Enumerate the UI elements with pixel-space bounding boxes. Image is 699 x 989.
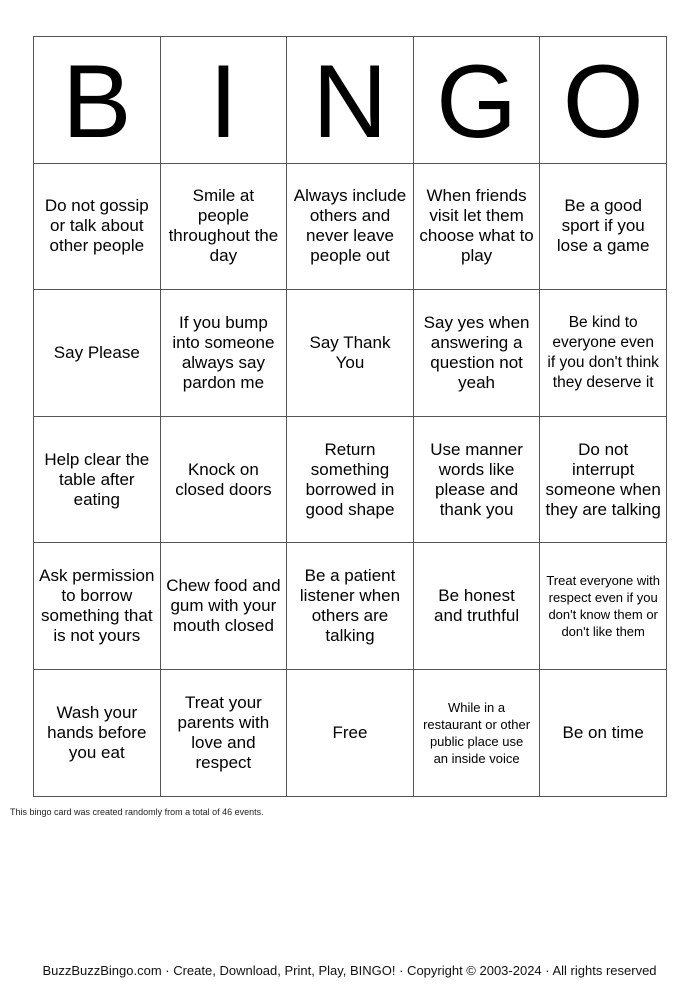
bingo-cell: Be a good sport if you lose a game	[540, 163, 667, 290]
bingo-cell: Wash your hands before you eat	[34, 669, 161, 796]
header-letter-o: O	[540, 37, 667, 164]
card-row	[34, 416, 667, 543]
bingo-cell: Smile at people throughout the day	[160, 163, 287, 290]
card-row	[34, 290, 667, 417]
bingo-cell: While in a restaurant or other public place use an inside voice	[413, 669, 540, 796]
header-letter-n: N	[287, 37, 414, 164]
card-row	[34, 669, 667, 796]
bingo-cell: Always include others and never leave people out	[287, 163, 414, 290]
bingo-cell: Chew food and gum with your mouth closed	[160, 543, 287, 670]
bingo-cell: Say Please	[34, 290, 161, 417]
bingo-cell: Be a patient listener when others are talking	[287, 543, 414, 670]
bingo-cell: Help clear the table after eating	[34, 416, 161, 543]
bingo-cell: If you bump into someone always say pardon me	[160, 290, 287, 417]
bingo-cell: Be on time	[540, 669, 667, 796]
bingo-cell: Do not interrupt someone when they are talking	[540, 416, 667, 543]
bingo-cell: Treat your parents with love and respect	[160, 669, 287, 796]
header-letter-i: I	[160, 37, 287, 164]
card-row	[34, 163, 667, 290]
bingo-cell: Ask permission to borrow something that is not yours	[34, 543, 161, 670]
header-row	[34, 37, 667, 164]
bingo-cell: Return something borrowed in good shape	[287, 416, 414, 543]
bingo-card	[33, 36, 667, 797]
bingo-cell: Do not gossip or talk about other people	[34, 163, 161, 290]
header-letter-g: G	[413, 37, 540, 164]
free-space: Free	[287, 669, 414, 796]
bingo-cell: Treat everyone with respect even if you don't know them or don't like them	[540, 543, 667, 670]
header-letter-b: B	[34, 37, 161, 164]
bingo-cell: Use manner words like please and thank you	[413, 416, 540, 543]
bingo-cell: Say Thank You	[287, 290, 414, 417]
bingo-cell: Say yes when answering a question not yeah	[413, 290, 540, 417]
card-row	[34, 543, 667, 670]
bingo-cell: When friends visit let them choose what to play	[413, 163, 540, 290]
bingo-cell: Knock on closed doors	[160, 416, 287, 543]
card-note: This bingo card was created randomly from a total of 46 events.	[10, 807, 264, 817]
bingo-cell: Be honest and truthful	[413, 543, 540, 670]
bingo-cell: Be kind to everyone even if you don't think they deserve it	[540, 290, 667, 417]
footer-copyright: BuzzBuzzBingo.com · Create, Download, Print, Play, BINGO! · Copyright © 2003-2024 · All rights reserved	[42, 963, 657, 978]
